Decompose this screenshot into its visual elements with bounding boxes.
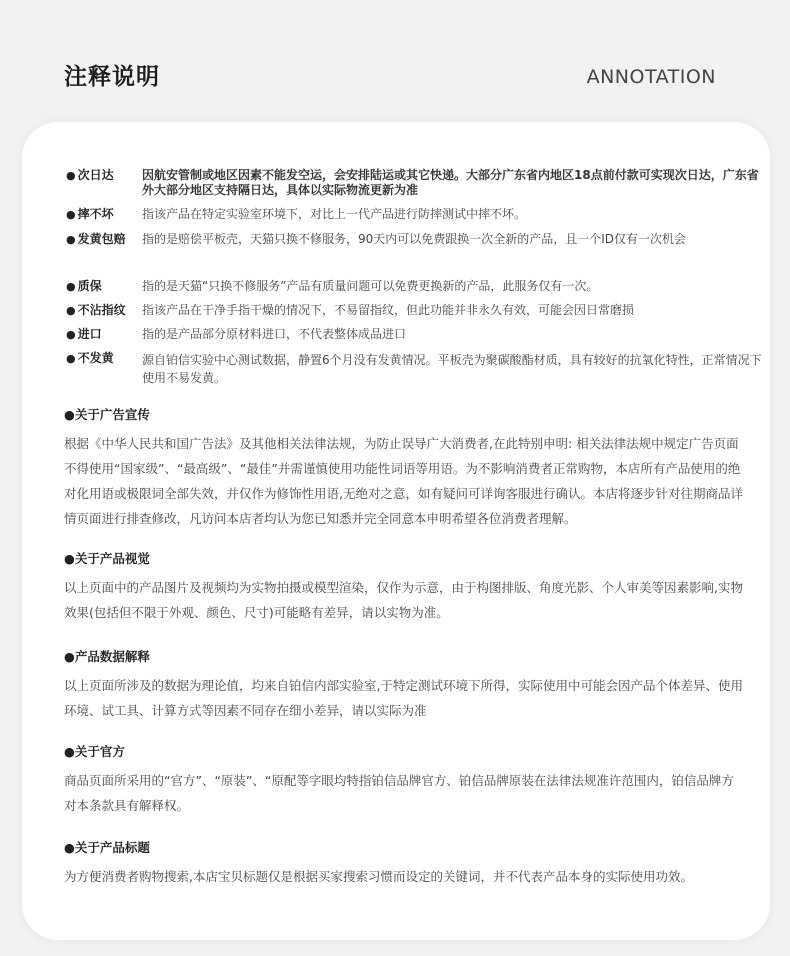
definition-desc: 因航安管制或地区因素不能发空运，会安排陆运或其它快递。大部分广东省内地区18点前付款可实现次日达，广东省外大部分地区支持隔日达，具体以实际物流更新为准	[142, 168, 759, 197]
definition-desc: 指的是天猫“只换不修服务”产品有质量问题可以免费更换新的产品，此服务仅有一次。	[142, 279, 599, 293]
bullet-icon: ●	[66, 169, 76, 182]
definition-item-yellowing-compensation	[66, 232, 766, 247]
definition-item-drop-proof	[66, 207, 766, 222]
bullet-icon: ●	[66, 352, 76, 365]
section-body: 商品页面所采用的“官方”、“原装”、“原配等字眼均特指铂信品牌官方、铂信品牌原装在法律法规准许范围内，铂信品牌方对本条款具有解释权。	[64, 773, 734, 813]
definition-item-warranty	[66, 279, 766, 294]
section-advertising	[64, 407, 744, 531]
section-title: ●关于产品标题	[64, 840, 150, 855]
definition-term: 不发黄	[77, 351, 114, 365]
section-official	[64, 744, 744, 818]
definition-desc: 指该产品在特定实验室环境下，对比上一代产品进行防摔测试中摔不坏。	[142, 207, 527, 221]
definition-term: 次日达	[77, 168, 114, 182]
definition-item-no-yellowing	[66, 351, 766, 387]
definition-desc: 指该产品在干净手指干燥的情况下，不易留指纹，但此功能并非永久有效，可能会因日常磨损	[142, 303, 635, 317]
section-body: 以上页面中的产品图片及视频均为实物拍摄或模型渲染，仅作为示意，由于构图排版、角度光影、个人审美等因素影响,实物效果(包括但不限于外观、颜色、尺寸)可能略有差异，请以实物为准。	[64, 580, 743, 620]
definition-term: 质保	[77, 279, 102, 293]
bullet-icon: ●	[66, 280, 76, 293]
header	[0, 0, 790, 120]
definition-item-next-day	[66, 168, 766, 198]
definition-item-imported	[66, 327, 766, 342]
section-title: ●关于产品视觉	[64, 551, 150, 566]
definition-term: 发黄包赔	[77, 232, 126, 246]
definition-desc: 指的是赔偿平板壳，天猫只换不修服务，90天内可以免费跟换一次全新的产品，且一个ID仅有一次机会	[142, 232, 687, 246]
section-body: 为方便消费者购物搜索,本店宝贝标题仅是根据买家搜索习惯而设定的关键词，并不代表产品本身的实际使用功效。	[64, 869, 693, 884]
definition-desc: 源自铂信实验中心测试数据，静置6个月没有发黄情况。平板壳为聚碳酸酯材质，具有较好的抗氧化特性，正常情况下使用不易发黄。	[142, 353, 762, 385]
definition-item-anti-fingerprint	[66, 303, 766, 318]
section-product-visuals	[64, 551, 744, 625]
section-title: ●关于广告宣传	[64, 407, 150, 422]
bullet-icon: ●	[66, 304, 76, 317]
bullet-icon: ●	[66, 328, 76, 341]
page-title-english: ANNOTATION	[586, 66, 716, 88]
bullet-icon: ●	[66, 208, 76, 221]
section-product-data	[64, 649, 744, 723]
definition-term: 进口	[77, 327, 102, 341]
bullet-icon: ●	[66, 233, 76, 246]
definition-term: 不沾指纹	[77, 303, 126, 317]
section-body: 以上页面所涉及的数据为理论值，均来自铂信内部实验室,于特定测试环境下所得，实际使用中可能会因产品个体差异、使用环境、试工具、计算方式等因素不同存在细小差异，请以实际为准	[64, 678, 743, 718]
section-title: ●关于官方	[64, 744, 125, 759]
definition-desc: 指的是产品部分原材料进口，不代表整体成品进口	[142, 327, 407, 341]
page-title: 注释说明	[64, 64, 160, 90]
section-product-title	[64, 840, 744, 889]
definition-term: 摔不坏	[77, 207, 114, 221]
section-body: 根据《中华人民共和国广告法》及其他相关法律法规，为防止误导广大消费者,在此特别申明: 相关法律法规中规定广告页面不得使用“国家级”、“最高级”、“最佳”并需谨慎使用功能性词语等用语。为不影响消费者正常购物，本店所有产品使用的绝对化用语或极限词全部失效，并仅作为修饰性用语,无绝对之意，如有疑问可详询客服进行确认。本店将逐步针对往期商品详情页面进行排查修改，凡访问本店者均认为您已知悉并完全同意本申明希望各位消费者理解。	[64, 436, 743, 526]
section-title: ●产品数据解释	[64, 649, 150, 664]
